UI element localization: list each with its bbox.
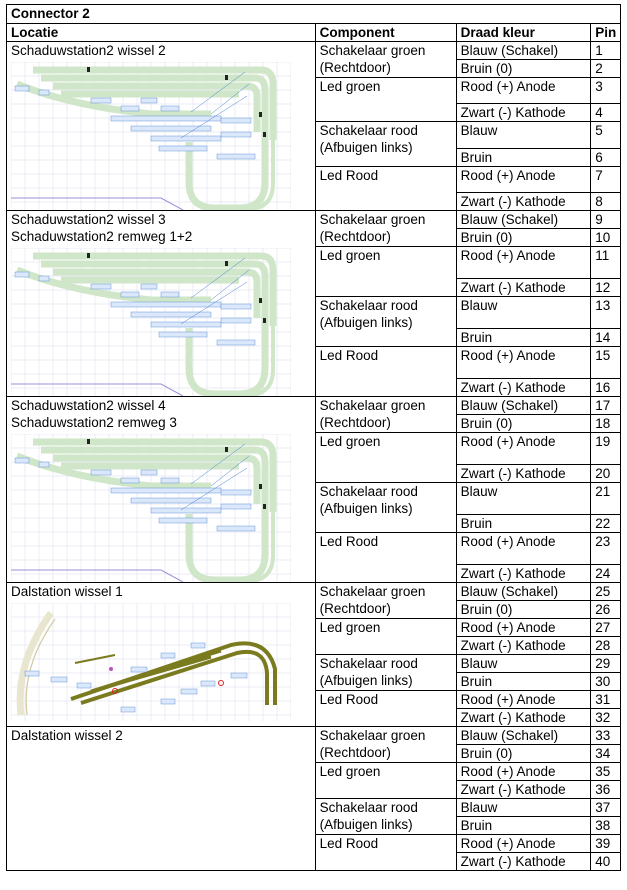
pin-cell: 35 [591,763,621,781]
wire-color-cell: Zwart (-) Kathode [456,565,591,583]
table-row [7,42,621,60]
pin-cell: 10 [591,229,621,247]
wire-color-cell: Rood (+) Anode [456,166,591,192]
pin-cell: 25 [591,583,621,601]
wire-color-cell: Zwart (-) Kathode [456,379,591,397]
wire-color-cell: Bruin [456,515,591,533]
wire-color-cell: Blauw (Schakel) [456,583,591,601]
track-diagram-valley-station [11,603,291,721]
component-cell: Schakelaar rood (Afbuigen links) [315,799,456,835]
table-row [7,211,621,229]
location-label: Schaduwstation2 wissel 3 [11,212,166,227]
wire-color-cell: Blauw [456,799,591,817]
pin-cell: 7 [591,166,621,192]
component-cell: Schakelaar rood (Afbuigen links) [315,297,456,347]
wire-color-cell: Rood (+) Anode [456,835,591,853]
location-label: Dalstation wissel 2 [11,728,123,743]
pin-cell: 4 [591,104,621,122]
wire-color-cell: Bruin (0) [456,601,591,619]
location-label: Schaduwstation2 remweg 1+2 [11,229,193,244]
pin-cell: 18 [591,415,621,433]
pin-cell: 17 [591,397,621,415]
component-cell: Schakelaar groen (Rechtdoor) [315,727,456,763]
track-diagram-shadow-station [11,434,291,582]
wire-color-cell: Rood (+) Anode [456,78,591,104]
wire-color-cell: Zwart (-) Kathode [456,637,591,655]
component-cell: Led Rood [315,835,456,871]
pin-cell: 40 [591,853,621,871]
wire-color-cell: Bruin [456,148,591,166]
wire-color-cell: Zwart (-) Kathode [456,279,591,297]
wire-color-cell: Rood (+) Anode [456,691,591,709]
wire-color-cell: Bruin [456,817,591,835]
pin-cell: 38 [591,817,621,835]
wire-color-cell: Bruin [456,329,591,347]
component-cell: Led groen [315,619,456,655]
component-cell: Led groen [315,433,456,483]
pin-cell: 20 [591,465,621,483]
component-cell: Led groen [315,763,456,799]
component-cell: Schakelaar groen (Rechtdoor) [315,42,456,78]
wire-color-cell: Blauw [456,483,591,515]
pin-cell: 13 [591,297,621,329]
pin-cell: 21 [591,483,621,515]
pin-cell: 28 [591,637,621,655]
component-cell: Led Rood [315,533,456,583]
component-cell: Schakelaar groen (Rechtdoor) [315,583,456,619]
location-label: Schaduwstation2 remweg 3 [11,415,177,430]
pin-cell: 33 [591,727,621,745]
wire-color-cell: Rood (+) Anode [456,347,591,379]
pin-cell: 9 [591,211,621,229]
pin-cell: 22 [591,515,621,533]
component-cell: Schakelaar rood (Afbuigen links) [315,122,456,166]
location-cell [7,583,316,727]
pin-cell: 1 [591,42,621,60]
wire-color-cell: Zwart (-) Kathode [456,104,591,122]
pin-cell: 39 [591,835,621,853]
track-diagram-shadow-station [11,62,291,210]
component-cell: Led Rood [315,347,456,397]
wire-color-cell: Bruin (0) [456,60,591,78]
header-wire-color: Draad kleur [456,24,591,42]
track-diagram-shadow-station [11,248,291,396]
table-row [7,727,621,745]
pin-cell: 27 [591,619,621,637]
location-label: Dalstation wissel 1 [11,584,123,599]
table-title: Connector 2 [7,5,621,24]
header-location: Locatie [7,24,316,42]
table-row [7,583,621,601]
table-row [7,397,621,415]
wire-color-cell: Rood (+) Anode [456,763,591,781]
pin-cell: 34 [591,745,621,763]
header-component: Component [315,24,456,42]
pin-cell: 15 [591,347,621,379]
pin-cell: 31 [591,691,621,709]
pin-cell: 5 [591,122,621,148]
wire-color-cell: Rood (+) Anode [456,247,591,279]
pin-cell: 8 [591,193,621,211]
pin-cell: 3 [591,78,621,104]
pin-cell: 11 [591,247,621,279]
pin-cell: 16 [591,379,621,397]
pin-cell: 14 [591,329,621,347]
pin-cell: 12 [591,279,621,297]
pin-cell: 19 [591,433,621,465]
wire-color-cell: Rood (+) Anode [456,533,591,565]
pin-cell: 37 [591,799,621,817]
wire-color-cell: Blauw (Schakel) [456,397,591,415]
location-cell [7,42,316,211]
wire-color-cell: Blauw [456,655,591,673]
pin-cell: 6 [591,148,621,166]
wire-color-cell: Bruin (0) [456,415,591,433]
pin-cell: 29 [591,655,621,673]
connector-table [6,4,621,871]
wire-color-cell: Blauw (Schakel) [456,727,591,745]
wire-color-cell: Blauw (Schakel) [456,42,591,60]
wire-color-cell: Rood (+) Anode [456,619,591,637]
wire-color-cell: Rood (+) Anode [456,433,591,465]
component-cell: Led groen [315,78,456,122]
wire-color-cell: Zwart (-) Kathode [456,465,591,483]
wire-color-cell: Bruin (0) [456,229,591,247]
wire-color-cell: Zwart (-) Kathode [456,853,591,871]
wire-color-cell: Zwart (-) Kathode [456,193,591,211]
wire-color-cell: Blauw [456,122,591,148]
wire-color-cell: Zwart (-) Kathode [456,709,591,727]
component-cell: Schakelaar groen (Rechtdoor) [315,397,456,433]
component-cell: Led groen [315,247,456,297]
wire-color-cell: Bruin [456,673,591,691]
pin-cell: 36 [591,781,621,799]
location-cell [7,397,316,583]
wire-color-cell: Bruin (0) [456,745,591,763]
header-pin: Pin [591,24,621,42]
location-cell [7,211,316,397]
location-cell [7,727,316,871]
component-cell: Schakelaar rood (Afbuigen links) [315,655,456,691]
pin-cell: 2 [591,60,621,78]
wire-color-cell: Blauw [456,297,591,329]
pin-cell: 32 [591,709,621,727]
pin-cell: 23 [591,533,621,565]
component-cell: Schakelaar groen (Rechtdoor) [315,211,456,247]
component-cell: Led Rood [315,166,456,210]
pin-cell: 26 [591,601,621,619]
location-label: Schaduwstation2 wissel 2 [11,43,166,58]
component-cell: Led Rood [315,691,456,727]
pin-cell: 24 [591,565,621,583]
wire-color-cell: Zwart (-) Kathode [456,781,591,799]
component-cell: Schakelaar rood (Afbuigen links) [315,483,456,533]
pin-cell: 30 [591,673,621,691]
location-label: Schaduwstation2 wissel 4 [11,398,166,413]
wire-color-cell: Blauw (Schakel) [456,211,591,229]
